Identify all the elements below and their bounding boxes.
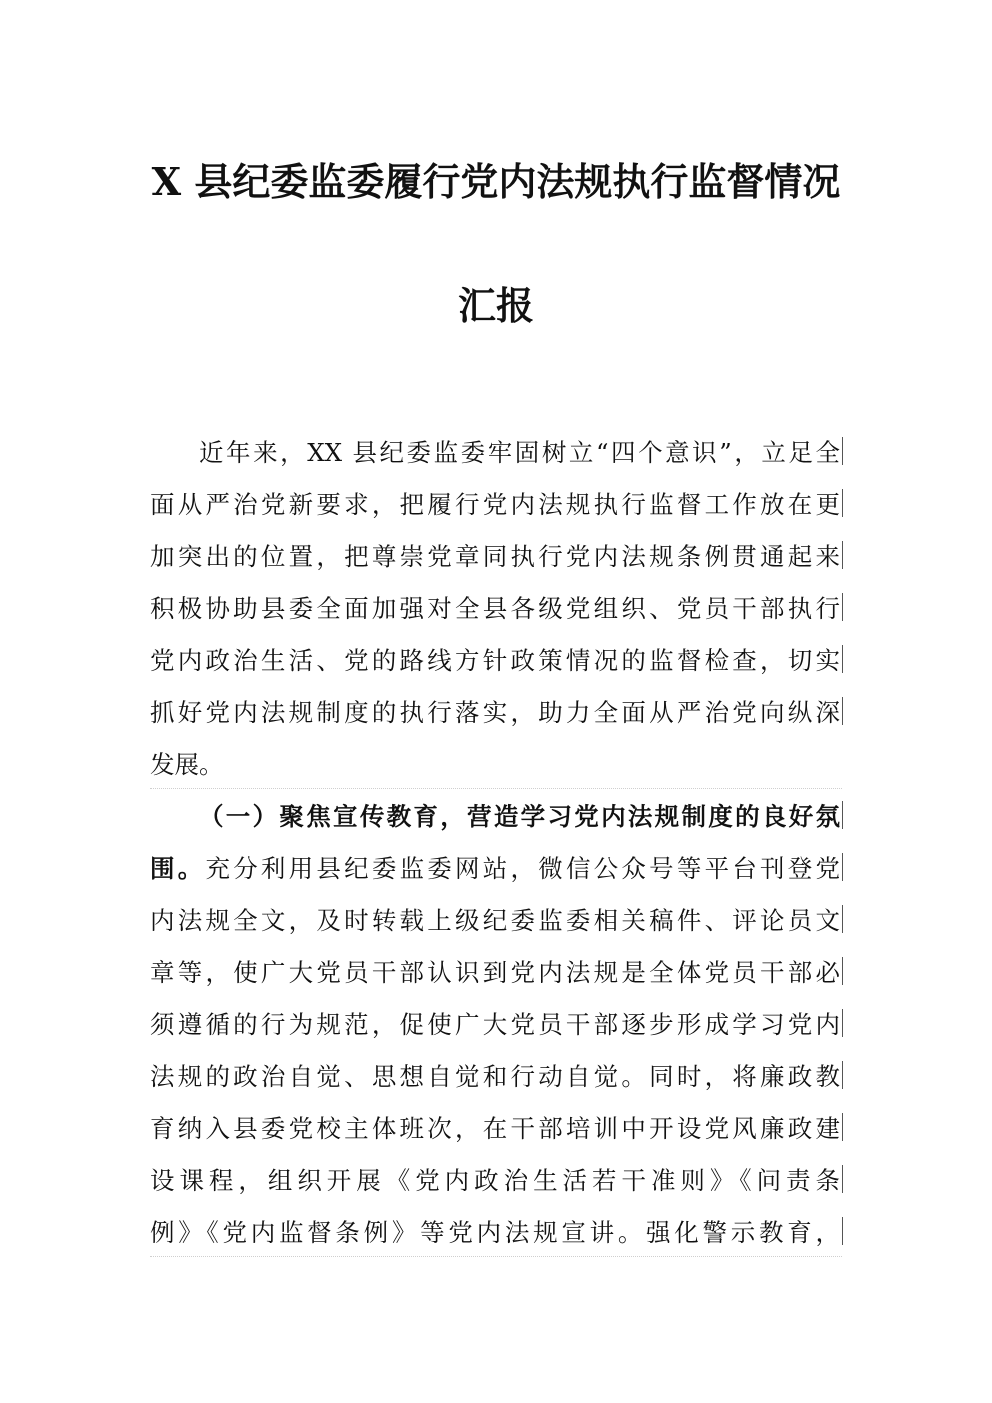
- paragraph-line: 育纳入县委党校主体班次，在干部培训中开设党风廉政建: [150, 1114, 840, 1143]
- paragraph-line: 积极协助县委全面加强对全县各级党组织、党员干部执行: [150, 594, 840, 623]
- margin-mark: [842, 801, 843, 829]
- margin-mark: [842, 645, 843, 673]
- paragraph-line: 党内政治生活、党的路线方针政策情况的监督检查，切实: [150, 646, 840, 675]
- paragraph-divider: [150, 788, 842, 789]
- paragraph-line: 内法规全文，及时转载上级纪委监委相关稿件、评论员文: [150, 906, 840, 935]
- paragraph-line: 须遵循的行为规范，促使广大党员干部逐步形成学习党内: [150, 1010, 840, 1039]
- margin-mark: [842, 853, 843, 881]
- margin-mark: [842, 541, 843, 569]
- document-title-line-1: X 县纪委监委履行党内法规执行监督情况: [151, 159, 841, 204]
- paragraph-line: 加突出的位置，把尊崇党章同执行党内法规条例贯通起来: [150, 542, 840, 571]
- paragraph-line-text: 充分利用县纪委监委网站，微信公众号等平台刊登党: [205, 854, 841, 883]
- margin-mark: [842, 905, 843, 933]
- paragraph-line: 面从严治党新要求，把履行党内法规执行监督工作放在更: [150, 490, 840, 519]
- margin-mark: [842, 1061, 843, 1089]
- paragraph-line: 法规的政治自觉、思想自觉和行动自觉。同时，将廉政教: [150, 1062, 840, 1091]
- margin-mark: [842, 1165, 843, 1193]
- paragraph-line: 章等，使广大党员干部认识到党内法规是全体党员干部必: [150, 958, 840, 987]
- margin-mark: [842, 957, 843, 985]
- margin-mark: [842, 1113, 843, 1141]
- section-heading-end: 围。: [150, 854, 206, 883]
- page-bottom-rule: [150, 1256, 842, 1257]
- section-heading: （一）聚焦宣传教育，营造学习党内法规制度的良好氛: [199, 802, 840, 831]
- paragraph-line: 近年来，XX 县纪委监委牢固树立“四个意识”，立足全: [199, 438, 840, 467]
- paragraph-line: 发展。: [150, 750, 224, 779]
- margin-mark: [842, 489, 843, 517]
- margin-mark: [842, 697, 843, 725]
- paragraph-line: 抓好党内法规制度的执行落实，助力全面从严治党向纵深: [150, 698, 840, 727]
- margin-mark: [842, 1009, 843, 1037]
- document-title-line-2: 汇报: [457, 283, 534, 328]
- margin-mark: [842, 593, 843, 621]
- margin-mark: [842, 437, 843, 465]
- margin-mark: [842, 1217, 843, 1245]
- paragraph-line: [150, 851, 840, 903]
- paragraph-line: 设课程，组织开展《党内政治生活若干准则》《问责条: [150, 1166, 840, 1195]
- paragraph-line: 例》《党内监督条例》等党内法规宣讲。强化警示教育，: [150, 1218, 840, 1247]
